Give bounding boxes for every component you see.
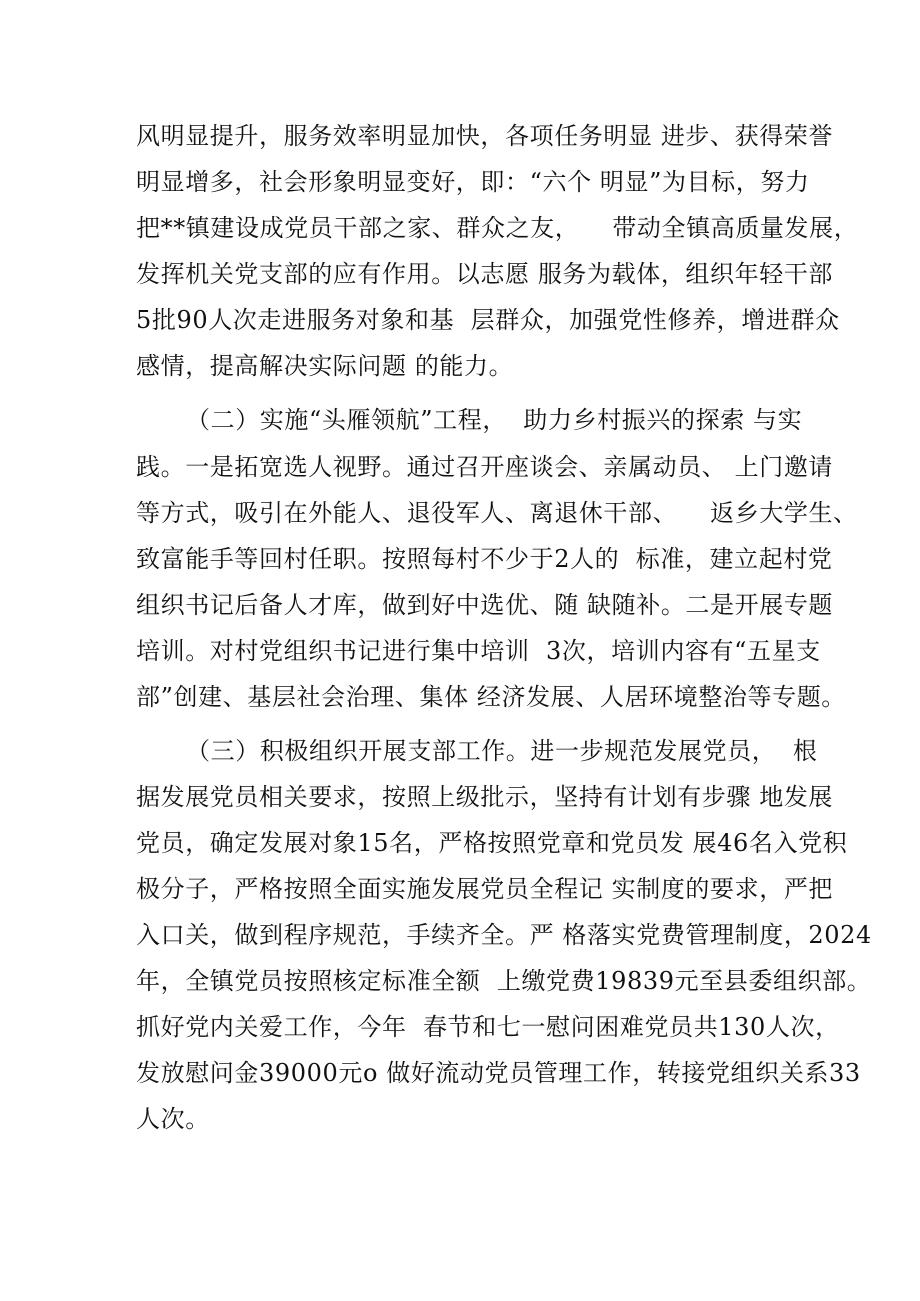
- text-line: 入口关，做到程序规范，手续齐全。严 格落实党费管理制度，2024: [136, 921, 872, 949]
- text-line: 部”创建、基层社会治理、集体 经济发展、人居环境整治等专题。: [136, 683, 846, 711]
- text-line: 抓好党内关爱工作，今年 春节和七一慰问困难党员共130人次，: [136, 1013, 840, 1041]
- text-line: 党员，确定发展对象15名，严格按照党章和党员发 展46名入党积: [136, 829, 848, 857]
- text-line: 明显增多，社会形象明显变好，即：“六个 明显”为目标，努力: [136, 168, 810, 196]
- text-line: 把**镇建设成党员干部之家、群众之友， 带动全镇高质量发展，: [136, 214, 859, 242]
- text-line: 发放慰问金39000元o 做好流动党员管理工作，转接党组织关系33: [136, 1059, 861, 1087]
- text-line: 组织书记后备人才库，做到好中选优、随 缺随补。二是开展专题: [136, 591, 834, 619]
- section-heading-2: （二）实施“头雁领航”工程， 助力乡村振兴的探索 与实: [186, 406, 803, 434]
- text-line: 5批90人次走进服务对象和基 层群众，加强党性修养，增进群众: [136, 306, 840, 334]
- section-heading-3: （三）积极组织开展支部工作。进一步规范发展党员， 根: [186, 737, 818, 765]
- text-line: 人次。: [136, 1105, 210, 1133]
- text-line: 发挥机关党支部的应有作用。以志愿 服务为载体，组织年轻干部: [136, 260, 834, 288]
- text-line: 据发展党员相关要求，按照上级批示，坚持有计划有步骤 地发展: [136, 783, 834, 811]
- text-line: 践。一是拓宽选人视野。通过召开座谈会、亲属动员、 上门邀请: [136, 453, 834, 481]
- text-line: 致富能手等回村任职。按照每村不少于2人的 标准，建立起村党: [136, 545, 833, 573]
- text-line: 等方式，吸引在外能人、退役军人、离退休干部、 返乡大学生、: [136, 499, 858, 527]
- text-line: 年，全镇党员按照核定标准全额 上缴党费19839元至县委组织部。: [136, 967, 872, 995]
- text-line: 培训。对村党组织书记进行集中培训 3次，培训内容有“五星支: [136, 637, 821, 665]
- text-line: 风明显提升，服务效率明显加快，各项任务明显 进步、获得荣誉: [136, 122, 834, 150]
- text-line: 感情，提高解决实际问题 的能力。: [136, 352, 514, 380]
- text-line: 极分子，严格按照全面实施发展党员全程记 实制度的要求，严把: [136, 875, 834, 903]
